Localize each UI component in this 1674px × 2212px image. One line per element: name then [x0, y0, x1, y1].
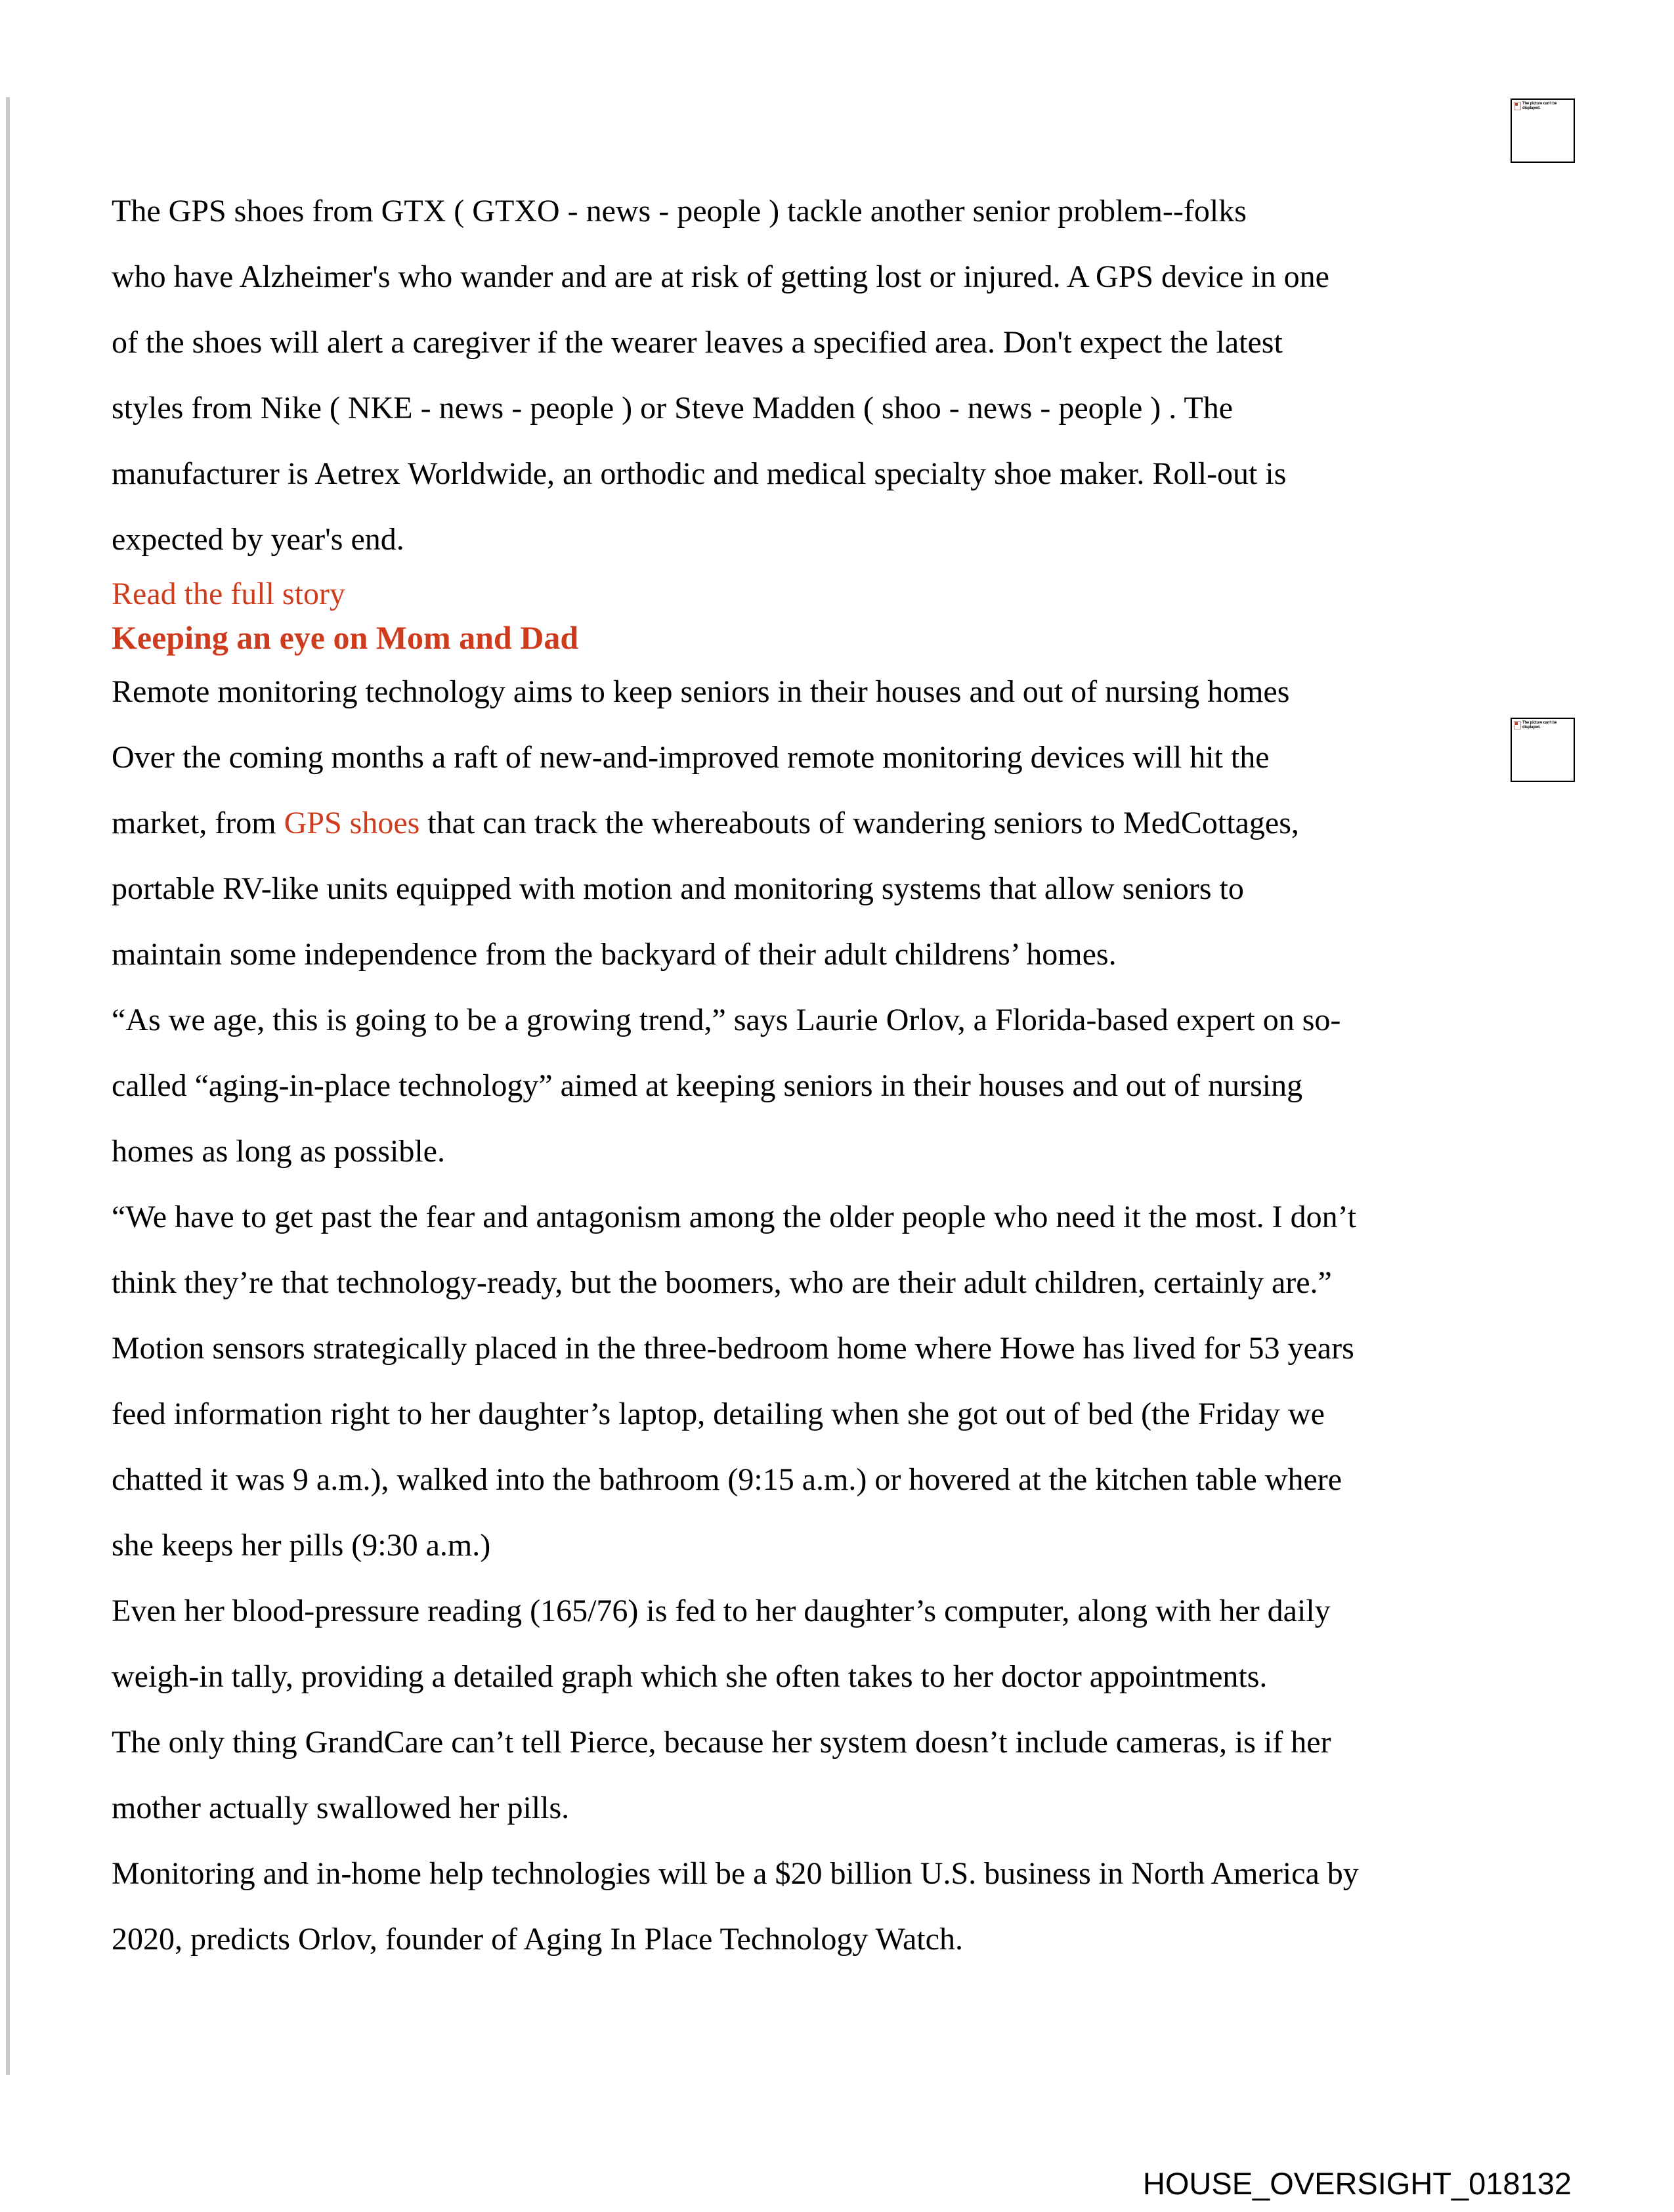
text-segment: that can track the whereabouts of wandering seniors to MedCottages, [419, 806, 1299, 840]
text-line-with-link [112, 791, 1608, 856]
text-line: styles from Nike ( NKE - news - people ) or Steve Madden ( shoo - news - people ) . The [112, 391, 1234, 425]
paragraph-keeping-an-eye [112, 659, 1608, 1972]
placeholder-text: The picture can't be displayed. [1522, 721, 1557, 729]
read-full-story-link[interactable]: Read the full story [112, 576, 345, 611]
text-line: homes as long as possible. [112, 1134, 445, 1169]
text-line: The only thing GrandCare can’t tell Pierce, because her system doesn’t include cameras, is if her [112, 1725, 1331, 1760]
text-line: Motion sensors strategically placed in the three-bedroom home where Howe has lived for 53 years [112, 1331, 1354, 1366]
text-line: who have Alzheimer's who wander and are at risk of getting lost or injured. A GPS device in one [112, 259, 1329, 294]
text-line: of the shoes will alert a caregiver if the wearer leaves a specified area. Don't expect the latest [112, 325, 1283, 360]
text-line: chatted it was 9 a.m.), walked into the bathroom (9:15 a.m.) or hovered at the kitchen table where [112, 1462, 1342, 1497]
section-heading: Keeping an eye on Mom and Dad [112, 619, 579, 656]
broken-image-placeholder-top [1511, 98, 1575, 163]
text-line: maintain some independence from the backyard of their adult childrens’ homes. [112, 937, 1117, 972]
text-line: “As we age, this is going to be a growing trend,” says Laurie Orlov, a Florida-based expert on so- [112, 1003, 1341, 1037]
gps-shoes-link[interactable]: GPS shoes [284, 806, 420, 840]
text-line: mother actually swallowed her pills. [112, 1790, 570, 1825]
paragraph-gps-shoes [112, 179, 1608, 573]
broken-picture-icon [1514, 102, 1521, 110]
text-line: portable RV-like units equipped with motion and monitoring systems that allow seniors to [112, 871, 1244, 906]
text-line: called “aging-in-place technology” aimed at keeping seniors in their houses and out of nursing [112, 1068, 1303, 1103]
text-line: she keeps her pills (9:30 a.m.) [112, 1528, 491, 1563]
text-line: manufacturer is Aetrex Worldwide, an orthodic and medical specialty shoe maker. Roll-out is [112, 456, 1287, 491]
text-line: think they’re that technology-ready, but the boomers, who are their adult children, certainly are.” [112, 1265, 1332, 1300]
text-line: Monitoring and in-home help technologies will be a $20 billion U.S. business in North America by [112, 1856, 1359, 1891]
placeholder-text: The picture can't be displayed. [1522, 102, 1557, 110]
text-line: 2020, predicts Orlov, founder of Aging In Place Technology Watch. [112, 1922, 963, 1957]
text-line: Remote monitoring technology aims to keep seniors in their houses and out of nursing homes [112, 674, 1290, 709]
text-line: Over the coming months a raft of new-and-improved remote monitoring devices will hit the [112, 740, 1270, 775]
text-line: Even her blood-pressure reading (165/76) is fed to her daughter’s computer, along with her daily [112, 1594, 1331, 1628]
text-line: feed information right to her daughter’s laptop, detailing when she got out of bed (the Friday we [112, 1397, 1325, 1431]
text-line: expected by year's end. [112, 522, 404, 557]
text-line: weigh-in tally, providing a detailed graph which she often takes to her doctor appointments. [112, 1659, 1268, 1694]
text-line: “We have to get past the fear and antagonism among the older people who need it the most. I don’t [112, 1200, 1357, 1234]
article-text [112, 179, 1608, 1972]
bates-number: HOUSE_OVERSIGHT_018132 [1142, 2166, 1572, 2201]
text-segment: market, from [112, 806, 284, 840]
scan-artifact-line [6, 97, 10, 2075]
text-line: The GPS shoes from GTX ( GTXO - news - people ) tackle another senior problem--folks [112, 194, 1247, 228]
